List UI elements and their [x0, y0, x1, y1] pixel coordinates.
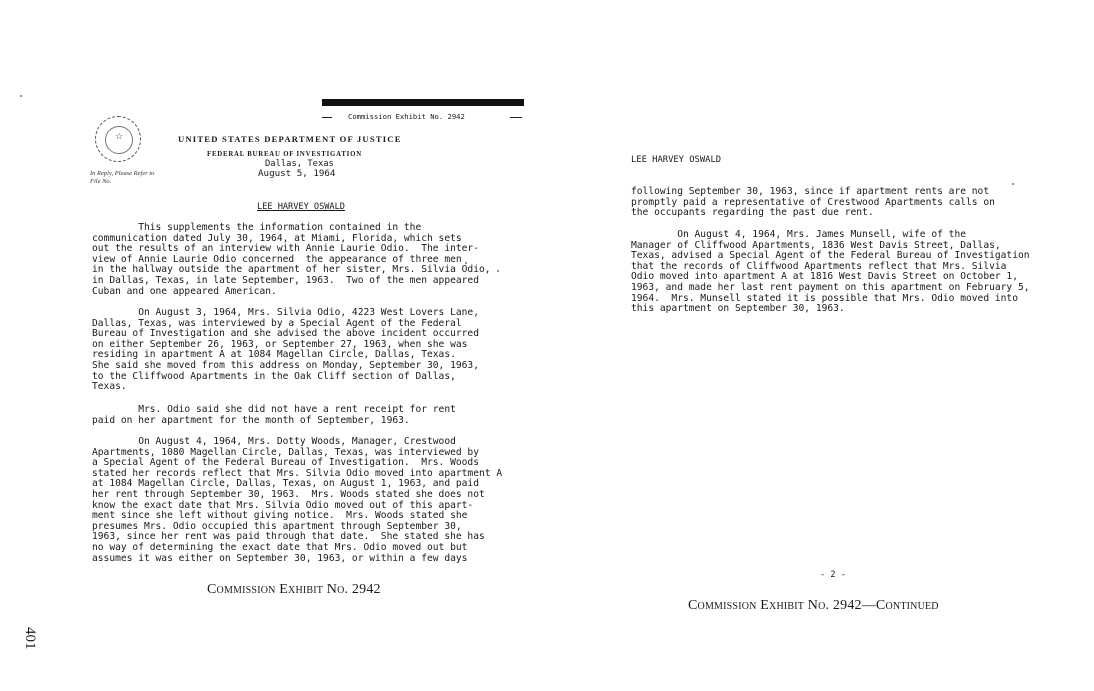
- subject-line: LEE HARVEY OSWALD: [257, 202, 345, 212]
- right-paragraph-1: following September 30, 1963, since if apartment rents are not promptly paid a representative of Crestwood Apartments calls on the occupants regarding the past due rent.: [631, 186, 995, 219]
- seal-star-icon: ☆: [114, 132, 124, 142]
- reply-note: In Reply, Please Refer to File No.: [90, 170, 155, 185]
- header-strip-label: Commission Exhibit No. 2942: [348, 112, 465, 121]
- scan-speck: [1012, 183, 1014, 185]
- right-subject-line: LEE HARVEY OSWALD: [631, 155, 722, 165]
- right-paragraph-2: On August 4, 1964, Mrs. James Munsell, wife of the Manager of Cliffwood Apartments, 1836 West Davis Street, Dallas, Texas, advised a Special Agent of the Federal Bureau of Investigation that the records of Cliffwood Apartments reflect that Mrs. Silvia Odio moved into apartment A at 1816 West Davis Street on October 1, 1963, and made her last rent payment on this apartment on February 5, 1964. Mrs. Munsell stated it is possible that Mrs. Odio moved into this apartment on September 30, 1963.: [631, 229, 1030, 315]
- fbi-seal-icon: [95, 116, 141, 162]
- paragraph-3: Mrs. Odio said she did not have a rent receipt for rent paid on her apartment for the month of September, 1963.: [92, 404, 456, 426]
- page-number: 401: [22, 627, 38, 650]
- scan-speck: [497, 270, 499, 272]
- right-caption: Commission Exhibit No. 2942—Continued: [688, 598, 939, 613]
- header-strip-line-right: [510, 117, 522, 118]
- bureau-heading: FEDERAL BUREAU OF INVESTIGATION: [207, 151, 362, 158]
- scan-speck: [465, 262, 467, 264]
- scan-speck: [20, 95, 22, 97]
- paragraph-4: On August 4, 1964, Mrs. Dotty Woods, Manager, Crestwood Apartments, 1080 Magellan Circle, Dallas, Texas, was interviewed by a Special Agent of the Federal Bureau of Investigation. Mrs. Woods stated her records reflect that Mrs. Silvia Odio moved into apartment A at 1084 Magellan Circle, Dallas, Texas, on August 1, 1963, and paid her rent through September 30, 1963. Mrs. Woods stated she does not know the exact date that Mrs. Silvia Odio moved out of this apart- ment since she left without giving notice. Mrs. Woods stated she presumes Mrs. Odio occupied this apartment through September 30, 1963, since her rent was paid through that date. She stated she has no way of determining the exact date that Mrs. Odio moved out but assumes it was either on September 30, 1963, or within a few days: [92, 436, 503, 564]
- header-strip-bar: [322, 99, 524, 106]
- header-strip-line-left: [322, 117, 332, 118]
- letter-date: August 5, 1964: [258, 168, 336, 179]
- page-marker: - 2 -: [820, 570, 846, 580]
- paragraph-1: This supplements the information contained in the communication dated July 30, 1964, at Miami, Florida, which sets out the results of an interview with Annie Laurie Odio. The inter- view of Annie Laurie Odio concerned the appearance of three men in the hallway outside the apartment of her sister, Mrs. Silvia Odio, in Dallas, Texas, in late September, 1963. Two of the men appeared Cuban and one appeared American.: [92, 222, 491, 297]
- left-caption: Commission Exhibit No. 2942: [207, 582, 381, 597]
- city-line: Dallas, Texas: [265, 159, 334, 169]
- paragraph-2: On August 3, 1964, Mrs. Silvia Odio, 4223 West Lovers Lane, Dallas, Texas, was interviewed by a Special Agent of the Federal Bureau of Investigation and she advised the above incident occurred on either September 26, 1963, or September 27, 1963, when she was residing in apartment A at 1084 Magellan Circle, Dallas, Texas. She said she moved from this address on Monday, September 30, 1963, to the Cliffwood Apartments in the Oak Cliff section of Dallas, Texas.: [92, 307, 479, 393]
- department-heading: UNITED STATES DEPARTMENT OF JUSTICE: [178, 134, 402, 144]
